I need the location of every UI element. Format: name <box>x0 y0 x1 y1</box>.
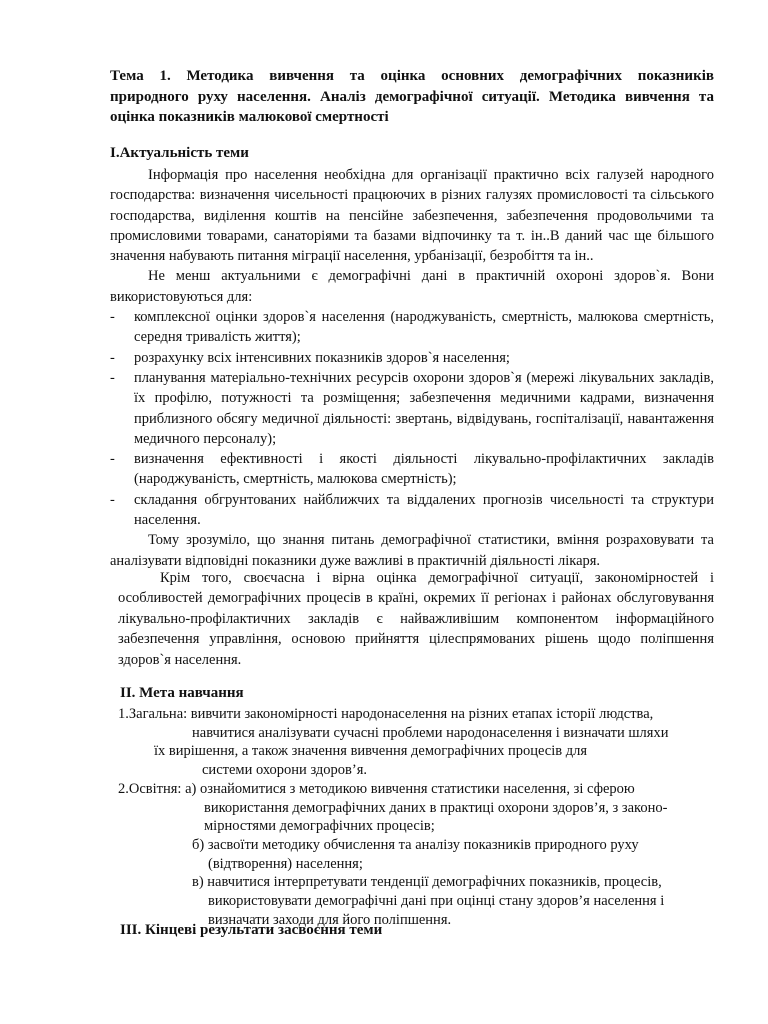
title-line-3: оцінка показників малюкової смертності <box>110 109 389 125</box>
goal-line: використовувати демографічні дані при оцінці стану здоров’я населення і <box>208 893 665 910</box>
goal-line: їх вирішення, а також значення вивчення демографічних процесів для <box>154 743 588 760</box>
goal-line: 2.Освітня: а) ознайомитися з методикою вивчення статистики населення, зі сферою <box>118 780 635 797</box>
section-2-heading: ІІ. Мета навчання <box>120 685 244 701</box>
topic-title <box>110 66 714 128</box>
list-item: - комплексної оцінки здоров`я населення (народжуваність, смертність, малюкова смертність, середня тривалість життя); <box>110 307 714 348</box>
list-item: - розрахунку всіх інтенсивних показників здоров`я населення; <box>110 348 714 368</box>
section-1-heading: І.Актуальність теми <box>110 145 249 161</box>
goal-line: 1.Загальна: вивчити закономірності народонаселення на різних етапах історії людства, <box>118 706 654 722</box>
section-1-closing <box>118 568 714 670</box>
goal-line: в) навчитися інтерпретувати тенденції демографічних показників, процесів, <box>192 874 662 891</box>
goal-line: мірностями демографічних процесів; <box>204 818 435 835</box>
goal-line: навчитися аналізувати сучасні проблеми народонаселення і визначати шляхи <box>192 724 669 741</box>
goal-line: використання демографічних даних в практиці охорони здоров’я, з законо- <box>204 799 668 816</box>
paragraph: Крім того, своєчасна і вірна оцінка демографічної ситуації, закономірностей і особливостей демографічних процесів в країні, окремих її регіонах і районах обслуговування лікувально-профілактичних закладів є найважливішим компонентом інформаційного забезпечення управління, основою прийняття цілеспрямованих рішень щодо поліпшення здоров`я населення. <box>118 570 714 668</box>
paragraph: Інформація про населення необхідна для організації практично всіх галузей народного господарства: визначення чисельності працюючих в різних галузях промисловості та сільського господарства, виділення коштів на пенсійне забезпечення, забезпечення продовольчими та промисловими товарами, санаторіями та базами відпочинку та т. ін..В даний час ще більшого значення набувають питання міграції населення, урбанізації, безробіття та ін.. <box>110 167 714 265</box>
goal-line: б) засвоїти методику обчислення та аналізу показників природного руху <box>192 836 639 853</box>
section-1-body <box>110 165 714 571</box>
list-item: - складання обгрунтованих найближчих та віддалених прогнозів чисельності та структури населення. <box>110 490 714 531</box>
paragraph: Тому зрозуміло, що знання питань демографічної статистики, вміння розраховувати та аналізувати відповідні показники дуже важливі в практичній діяльності лікаря. <box>110 532 714 569</box>
title-line-2: природного руху населення. Аналіз демографічної ситуації. Методика вивчення та <box>110 88 714 105</box>
goal-line: (відтворення) населення; <box>208 855 363 872</box>
section-3-heading: ІІІ. Кінцеві результати засвоєння теми <box>120 922 383 938</box>
title-line-1: Тема 1. Методика вивчення та оцінка основних демографічних показників <box>110 68 714 84</box>
learning-goals <box>118 705 718 929</box>
usage-list <box>110 307 714 530</box>
goal-line: системи охорони здоров’я. <box>202 762 368 779</box>
list-item: - планування матеріально-технічних ресурсів охорони здоров`я (мережі лікувальних закладів, їх профілю, потужності та розміщення; забезпечення медичними кадрами, визначення приблизного обсягу медичної діяльності: звертань, відвідувань, госпіталізації, навантаження медичного персоналу); <box>110 368 714 449</box>
goal-line: визначати заходи для його поліпшення. <box>208 911 452 928</box>
list-item: - визначення ефективності і якості діяльності лікувально-профілактичних закладів (народжуваність, смертність, малюкова смертність); <box>110 449 714 490</box>
paragraph: Не менш актуальними є демографічні дані в практичній охороні здоров`я. Вони використовуються для: <box>110 268 714 305</box>
